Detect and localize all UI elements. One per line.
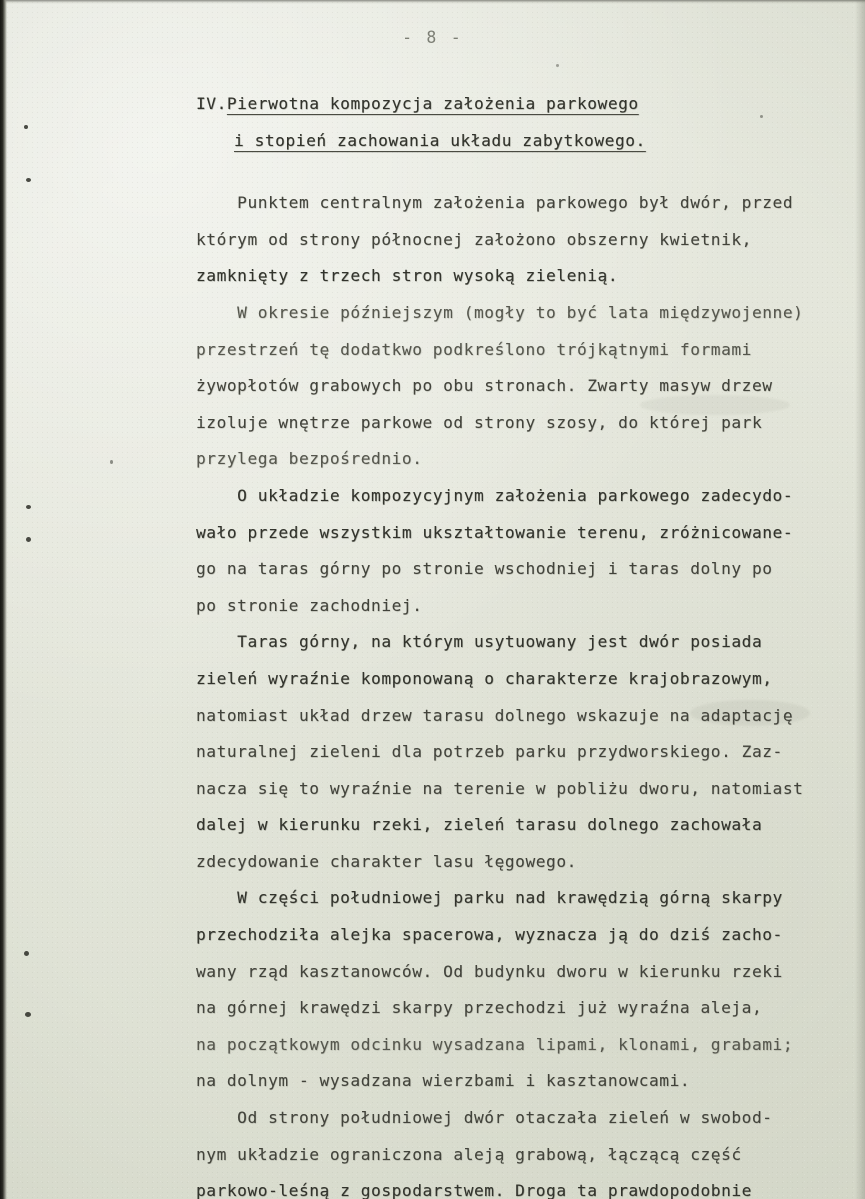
heading-title-line-2: i stopień zachowania układu zabytkowego. <box>234 130 646 150</box>
scan-speck <box>26 178 31 182</box>
text-line: zdecydowanie charakter lasu łęgowego. <box>196 851 577 871</box>
text-line: W okresie późniejszym (mogły to być lata międzywojenne) <box>196 302 804 322</box>
text-line: Od strony południowej dwór otaczała zieleń w swobod- <box>196 1108 773 1128</box>
text-line: nacza się to wyraźnie na terenie w pobliżu dworu, natomiast <box>196 778 804 798</box>
text-line: Taras górny, na którym usytuowany jest dwór posiada <box>196 632 763 652</box>
text-line: wało przede wszystkim ukształtowanie terenu, zróżnicowane- <box>196 522 794 542</box>
scan-speck <box>110 460 113 464</box>
text-line: nym układzie ograniczona aleją grabową, łączącą część <box>196 1144 742 1164</box>
heading-line-2 <box>196 123 836 160</box>
text-line: parkowo-leśną z gospodarstwem. Droga ta prawdopodobnie <box>196 1181 752 1199</box>
text-line: na początkowym odcinku wysadzana lipami, klonami, grabami; <box>196 1034 794 1054</box>
text-line: W części południowej parku nad krawędzią górną skarpy <box>196 888 783 908</box>
scan-edge-top <box>0 0 865 4</box>
text-line: którym od strony północnej założono obszerny kwietnik, <box>196 229 752 249</box>
heading-title-line-1: Pierwotna kompozycja założenia parkowego <box>226 94 639 113</box>
text-line: natomiast układ drzew tarasu dolnego wskazuje na adaptację <box>196 705 794 725</box>
heading-numeral: IV. <box>196 94 227 113</box>
text-line: Punktem centralnym założenia parkowego był dwór, przed <box>196 193 794 213</box>
text-line: go na taras górny po stronie wschodniej i taras dolny po <box>196 559 773 579</box>
paragraph-p5 <box>196 880 836 1100</box>
text-line: dalej w kierunku rzeki, zieleń tarasu dolnego zachowała <box>196 815 763 835</box>
scan-speck <box>26 505 31 509</box>
paragraph-p4 <box>196 624 836 880</box>
scan-speck <box>556 64 559 67</box>
text-line: zamknięty z trzech stron wysoką zielenią. <box>196 266 619 286</box>
text-line: żywopłotów grabowych po obu stronach. Zwarty masyw drzew <box>196 376 773 396</box>
scan-speck <box>24 951 29 956</box>
text-line: po stronie zachodniej. <box>196 595 423 615</box>
paragraph-p2 <box>196 295 836 478</box>
text-line: izoluje wnętrze parkowe od strony szosy, do której park <box>196 412 763 432</box>
heading-spacer <box>196 159 836 185</box>
text-line: na górnej krawędzi skarpy przechodzi już wyraźna aleja, <box>196 998 763 1018</box>
scan-edge-left <box>0 0 7 1199</box>
document-body <box>196 86 836 1199</box>
scan-speck <box>26 537 31 542</box>
scan-speck <box>25 1012 31 1017</box>
text-line: zieleń wyraźnie komponowaną o charakterze krajobrazowym, <box>196 668 773 688</box>
paragraph-p3 <box>196 478 836 624</box>
paragraph-p6 <box>196 1100 836 1199</box>
text-line: naturalnej zieleni dla potrzeb parku przydworskiego. Zaz- <box>196 742 783 762</box>
scan-edge-right <box>855 0 865 1199</box>
text-line: przechodziła alejka spacerowa, wyznacza ją do dziś zacho- <box>196 925 783 945</box>
page-number: - 8 - <box>402 28 463 47</box>
paragraph-p1 <box>196 185 836 295</box>
text-line: przylega bezpośrednio. <box>196 449 423 469</box>
heading-line-1 <box>196 86 836 123</box>
scan-speck <box>24 125 28 129</box>
text-line: wany rząd kasztanowców. Od budynku dworu w kierunku rzeki <box>196 961 783 981</box>
text-line: na dolnym - wysadzana wierzbami i kasztanowcami. <box>196 1071 691 1091</box>
text-line: przestrzeń tę dodatkwo podkreślono trójkątnymi formami <box>196 339 752 359</box>
text-line: O układzie kompozycyjnym założenia parkowego zadecydo- <box>196 485 794 505</box>
